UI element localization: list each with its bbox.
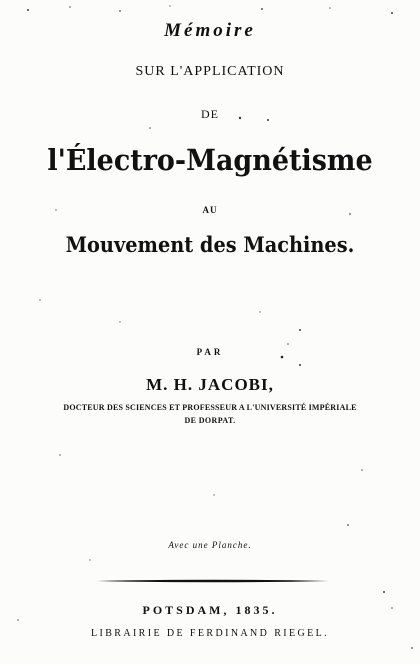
subtitle: Mouvement des Machines.: [65, 232, 355, 257]
par-line: PAR: [196, 347, 224, 357]
author-affiliation-line2: DE DORPAT.: [184, 416, 236, 425]
publisher-line: LIBRAIRIE DE FERDINAND RIEGEL.: [90, 628, 330, 639]
planche-note: Avec une Planche.: [168, 540, 252, 550]
memoire-heading: Mémoire: [164, 20, 256, 41]
place-and-year: POTSDAM, 1835.: [142, 603, 278, 617]
decorative-rule: [97, 579, 329, 583]
author-affiliation-line1: DOCTEUR DES SCIENCES ET PROFESSEUR A L'UNIVERSITÉ IMPÉRIALE: [63, 403, 357, 412]
author-name: M. H. JACOBI,: [146, 375, 274, 394]
au-line: AU: [202, 205, 218, 215]
main-title: l'Électro-Magnétisme: [47, 143, 373, 177]
sur-application-line: SUR L'APPLICATION: [135, 64, 285, 79]
de-line: DE: [201, 107, 219, 121]
